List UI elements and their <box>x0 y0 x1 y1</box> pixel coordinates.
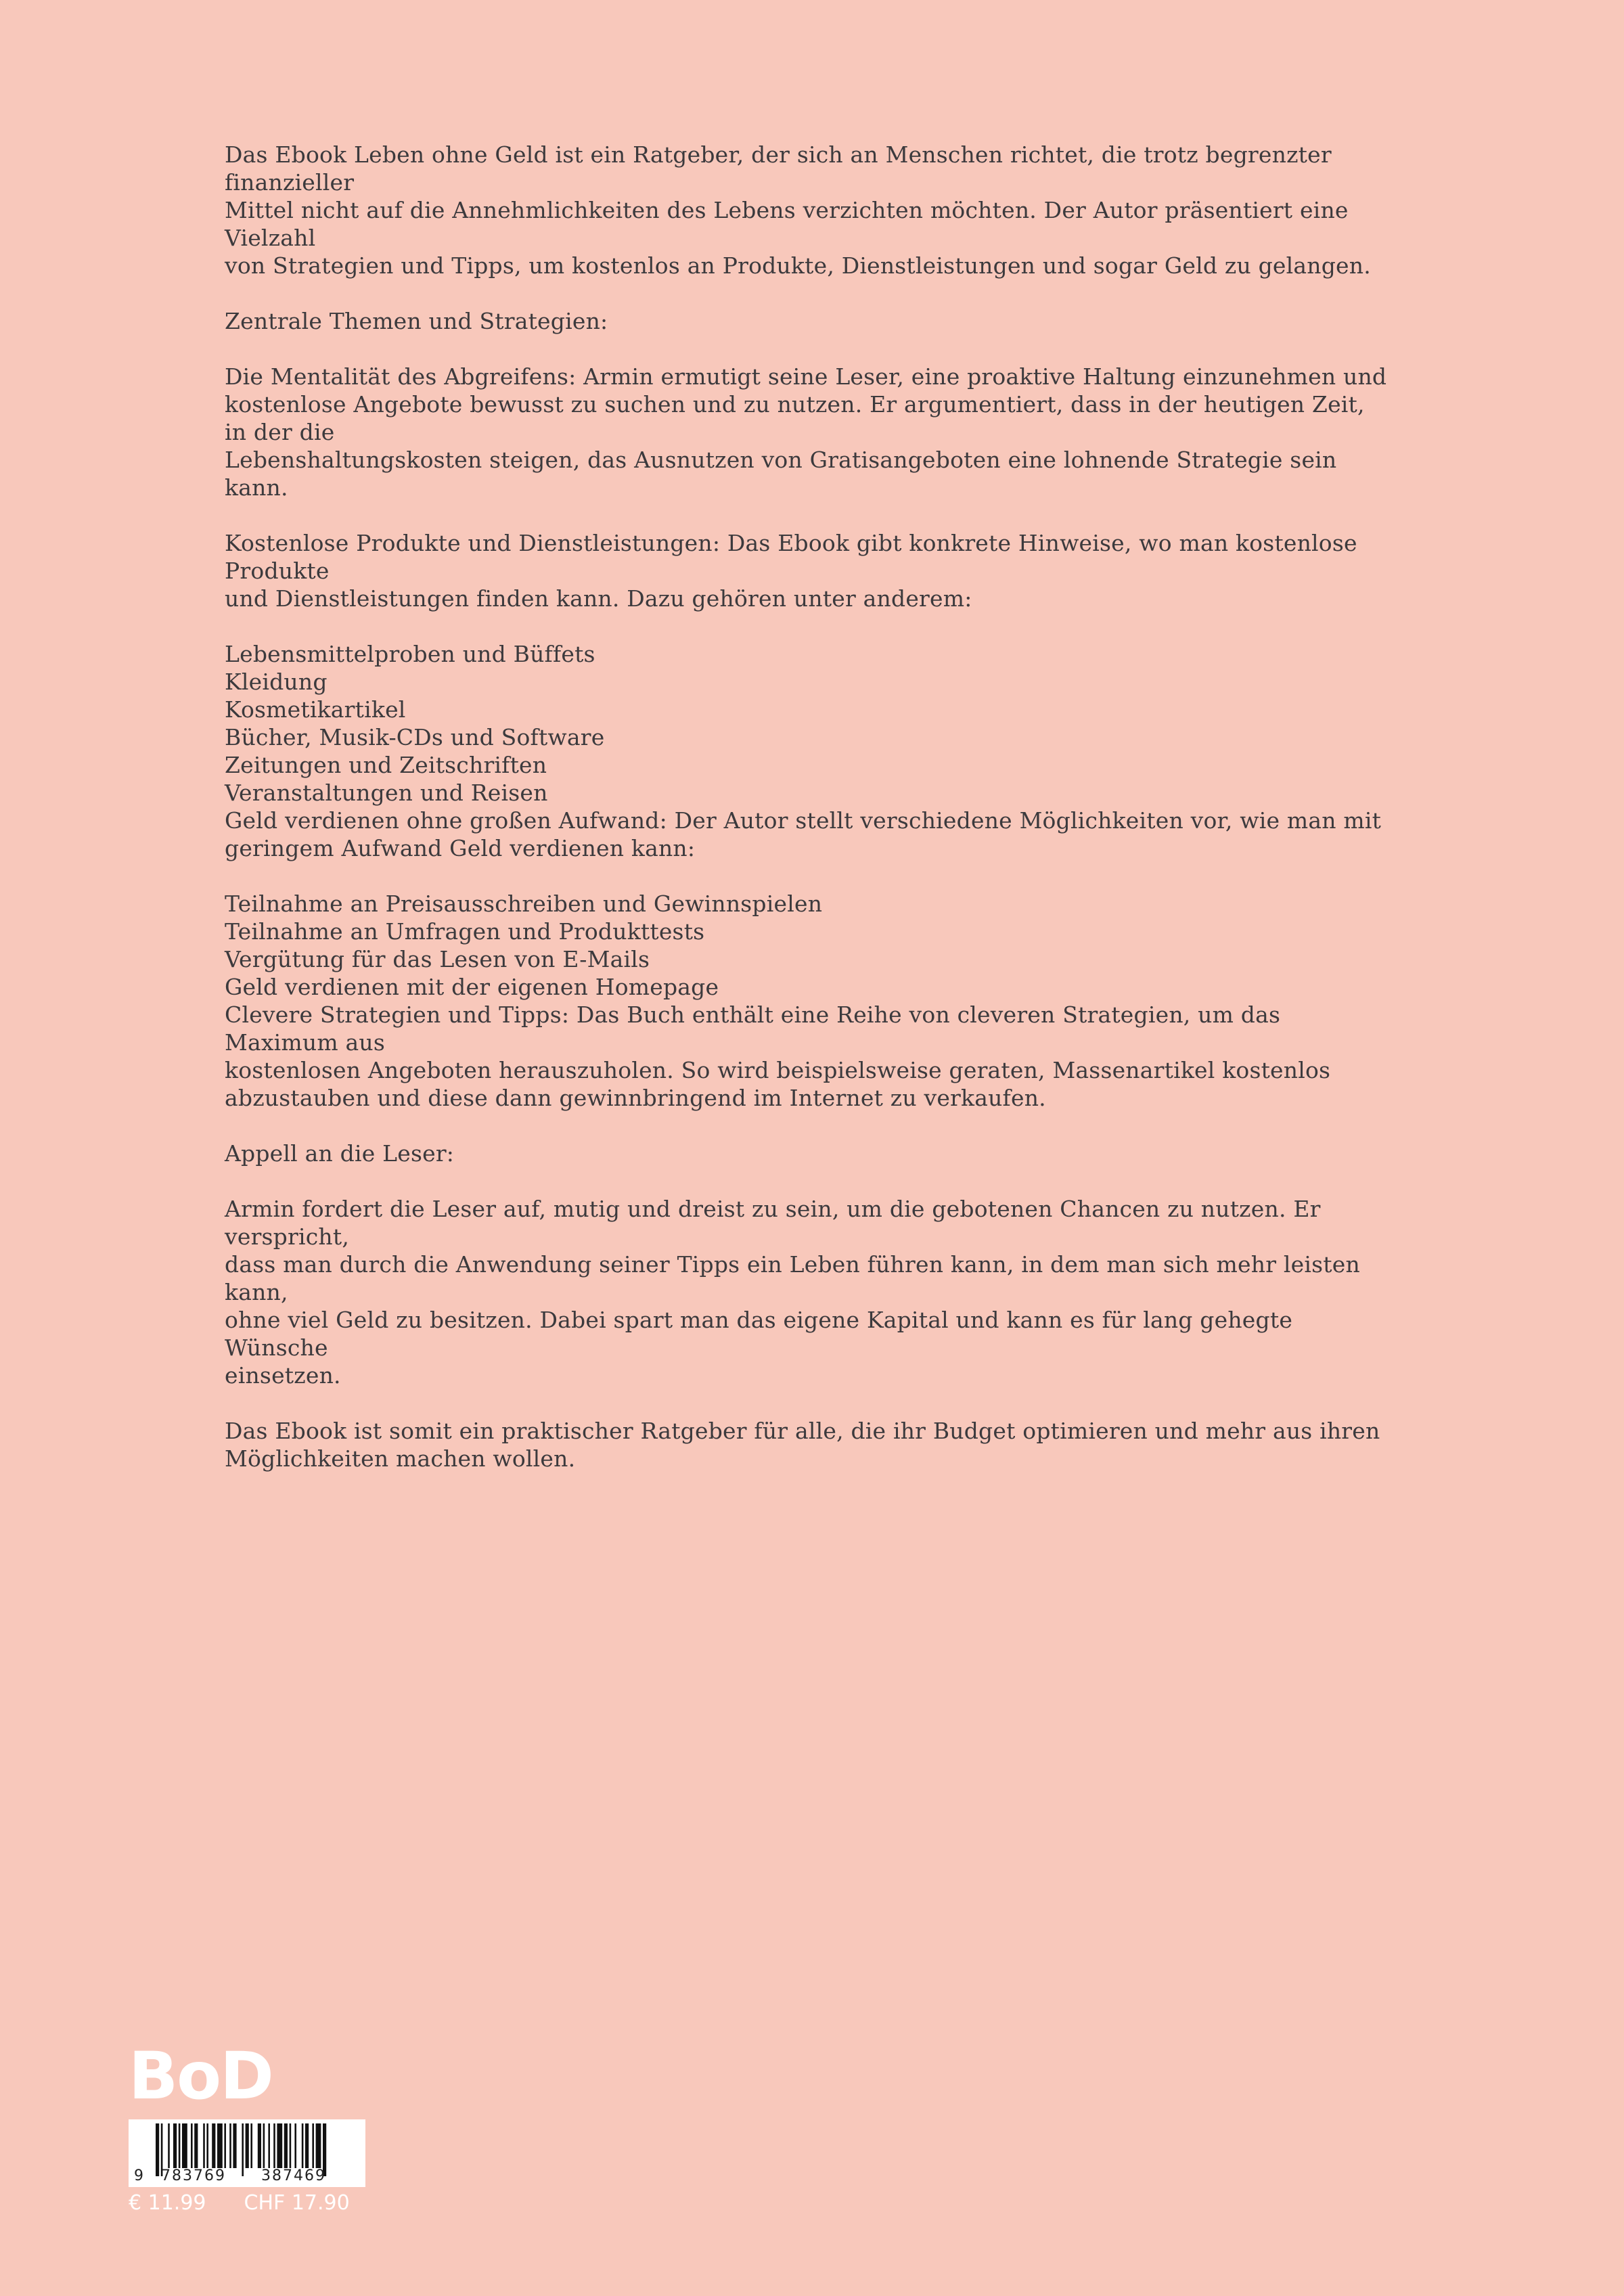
barcode-bar <box>194 2123 198 2168</box>
barcode-bar <box>229 2123 231 2168</box>
back-cover-text <box>225 141 1389 1500</box>
isbn-number <box>134 2167 361 2184</box>
barcode-bar <box>284 2123 288 2168</box>
list-item: Teilnahme an Umfragen und Produkttests <box>225 918 705 945</box>
products-list <box>225 640 1389 807</box>
isbn-group-2: 387469 <box>261 2167 326 2184</box>
barcode-bar <box>182 2123 187 2168</box>
isbn-group-1: 783769 <box>161 2167 226 2184</box>
list-item: Veranstaltungen und Reisen <box>225 780 548 806</box>
barcode-bar <box>233 2123 236 2168</box>
themes-heading: Zentrale Themen und Strategien: <box>225 308 608 334</box>
barcode-bar <box>273 2123 275 2168</box>
appeal-paragraph: Armin fordert die Leser auf, mutig und dreist zu sein, um die gebotenen Chancen zu nutzen. Er verspricht, dass man durch die Anwendung seiner Tipps ein Leben führen kann, in dem man sich mehr leisten kann, ohne viel Geld zu besitzen. Dabei spart man das eigene Kapital und kann es für lang gehegte Wünsche einsetzen. <box>225 1196 1360 1389</box>
barcode-bar <box>258 2123 261 2168</box>
barcode-bar <box>302 2123 304 2168</box>
isbn-prefix: 9 <box>134 2167 143 2184</box>
clever-paragraph: Clevere Strategien und Tipps: Das Buch enthält eine Reihe von cleveren Strategien, um das Maximum aus kostenlosen Angeboten herauszuholen. So wird beispielsweise geraten, Massenartikel kostenlos abzustauben und diese dann gewinnbringend im Internet zu verkaufen. <box>225 1001 1331 1111</box>
barcode-bar <box>206 2123 208 2168</box>
appeal-heading: Appell an die Leser: <box>225 1140 455 1167</box>
barcode-bar <box>250 2123 252 2168</box>
list-item: Zeitungen und Zeitschriften <box>225 752 547 778</box>
earn-list <box>225 890 1389 1001</box>
price-row <box>129 2191 350 2215</box>
barcode-bar <box>263 2123 265 2168</box>
isbn-barcode <box>129 2119 365 2187</box>
barcode-bar <box>294 2123 296 2168</box>
list-item: Bücher, Musik-CDs und Software <box>225 724 605 750</box>
conclusion-paragraph: Das Ebook ist somit ein praktischer Ratgeber für alle, die ihr Budget optimieren und mehr aus ihren Möglichkeiten machen wollen. <box>225 1418 1380 1472</box>
barcode-bar <box>212 2123 215 2168</box>
barcode-bar <box>277 2123 282 2168</box>
price-chf: CHF 17.90 <box>244 2191 350 2215</box>
barcode-bar <box>316 2123 321 2168</box>
list-item: Geld verdienen mit der eigenen Homepage <box>225 974 719 1000</box>
barcode-bar <box>224 2123 226 2168</box>
barcode-bar <box>203 2123 205 2168</box>
barcode-bar <box>217 2123 223 2168</box>
intro-paragraph: Das Ebook Leben ohne Geld ist ein Ratgeber, der sich an Menschen richtet, die trotz begrenzter finanzieller Mittel nicht auf die Annehmlichkeiten des Lebens verzichten möchten. Der Autor präsentiert eine Vielzahl von Strategien und Tipps, um kostenlos an Produkte, Dienstleistungen und sogar Geld zu gelangen. <box>225 141 1371 279</box>
barcode-bar <box>312 2123 314 2168</box>
barcode-bar <box>191 2123 193 2168</box>
list-item: Vergütung für das Lesen von E-Mails <box>225 946 650 972</box>
barcode-bar <box>173 2123 177 2168</box>
list-item: Kosmetikartikel <box>225 696 406 723</box>
mentality-paragraph: Die Mentalität des Abgreifens: Armin ermutigt seine Leser, eine proaktive Haltung einzunehmen und kostenlose Angebote bewusst zu suchen und zu nutzen. Er argumentiert, dass in der heutigen Zeit, in der die Lebenshaltungskosten steigen, das Ausnutzen von Gratisangeboten eine lohnende Strategie sein kann. <box>225 363 1387 501</box>
free-products-paragraph: Kostenlose Produkte und Dienstleistungen: Das Ebook gibt konkrete Hinweise, wo man kostenlose Produkte und Dienstleistungen finden kann. Dazu gehören unter anderem: <box>225 530 1357 612</box>
barcode-bar <box>168 2123 170 2168</box>
barcode-bar <box>179 2123 181 2168</box>
list-item: Kleidung <box>225 669 328 695</box>
price-eur: € 11.99 <box>129 2191 206 2215</box>
list-item: Lebensmittelproben und Büffets <box>225 641 595 667</box>
barcode-bar <box>268 2123 270 2168</box>
barcode-bar <box>305 2123 309 2168</box>
list-item: Teilnahme an Preisausschreiben und Gewinnspielen <box>225 891 823 917</box>
barcode-bar <box>290 2123 292 2168</box>
earn-money-paragraph: Geld verdienen ohne großen Aufwand: Der Autor stellt verschiedene Möglichkeiten vor, wie man mit geringem Aufwand Geld verdienen kann: <box>225 807 1382 861</box>
publisher-logo: BoD <box>129 2038 273 2114</box>
barcode-bar <box>246 2123 249 2168</box>
